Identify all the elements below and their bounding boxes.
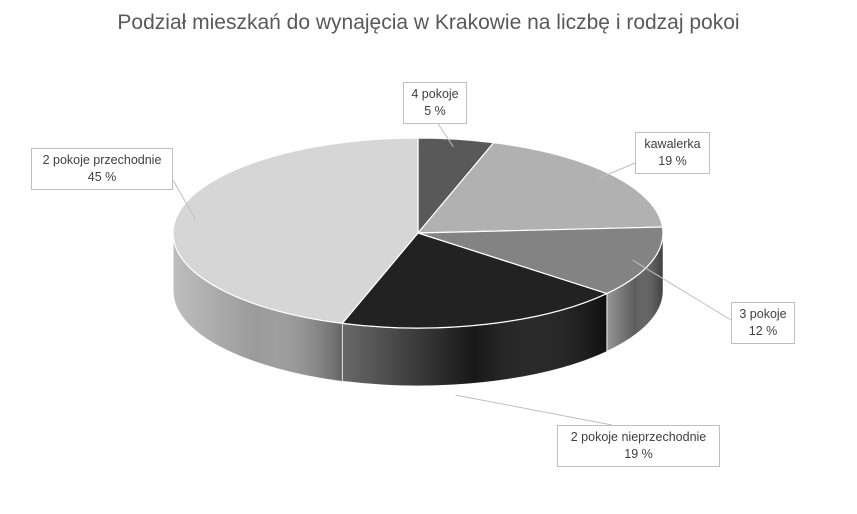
callout-label: 2 pokoje nieprzechodnie <box>570 430 707 444</box>
callout-label: 2 pokoje przechodnie <box>42 153 162 167</box>
callout-2-pokoje-nieprzechodnie <box>557 425 720 467</box>
callout-label: 4 pokoje <box>411 87 459 101</box>
callout-value: 12 % <box>748 324 778 338</box>
callout-value: 45 % <box>87 170 117 184</box>
callout-3-pokoje <box>731 302 795 344</box>
callout-label: kawalerka <box>644 137 701 151</box>
callout-2-pokoje-przechodnie <box>31 148 173 190</box>
chart-title: Podział mieszkań do wynajęcia w Krakowie na liczbę i rodzaj pokoi <box>117 11 740 34</box>
callout-4-pokoje <box>403 82 467 124</box>
callout-value: 19 % <box>658 154 687 168</box>
leader-line-2-pokoje-nieprzechodnie <box>456 395 612 425</box>
callout-kawalerka <box>635 132 710 174</box>
callout-value: 19 % <box>624 447 653 461</box>
callout-label: 3 pokoje <box>739 307 787 321</box>
callout-value: 5 % <box>424 104 446 118</box>
